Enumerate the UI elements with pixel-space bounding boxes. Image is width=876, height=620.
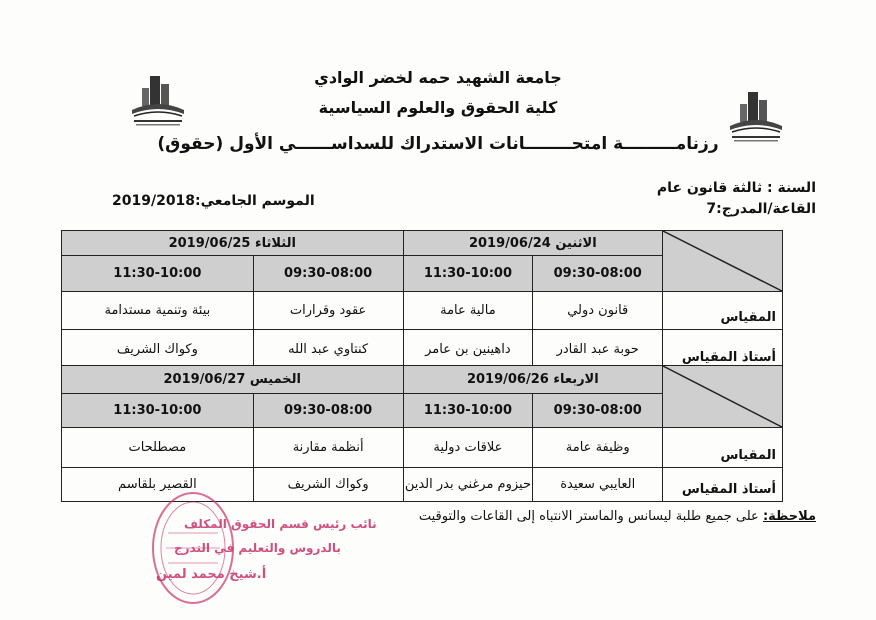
- table-corner: [663, 366, 783, 428]
- row-label-professor: أستاذ المقياس: [663, 330, 783, 370]
- day-header: الاربعاء 2019/06/26: [403, 366, 663, 394]
- time-slot: 09:30-08:00: [253, 256, 403, 292]
- time-slot: 11:30-10:00: [403, 394, 533, 428]
- subject-cell: مالية عامة: [403, 292, 533, 330]
- subject-cell: أنظمة مقارنة: [253, 428, 403, 468]
- day-header: الخميس 2019/06/27: [62, 366, 404, 394]
- professor-cell: حوبة عبد القادر: [533, 330, 663, 370]
- schedule-table-week1: [61, 230, 783, 370]
- time-slot: 09:30-08:00: [533, 256, 663, 292]
- university-name: جامعة الشهيد حمه لخضر الوادي: [314, 68, 562, 87]
- exam-hall: القاعة/المدرج:7: [706, 201, 816, 217]
- signature-stamp-icon: [6, 498, 377, 598]
- subject-cell: عقود وقرارات: [253, 292, 403, 330]
- row-label-subject: المقياس: [663, 428, 783, 468]
- time-slot: 11:30-10:00: [403, 256, 533, 292]
- subject-cell: مصطلحات: [62, 428, 254, 468]
- day-header: الاثنين 2019/06/24: [403, 231, 663, 256]
- subject-cell: علاقات دولية: [403, 428, 533, 468]
- signature-stamp: [6, 498, 377, 598]
- day-header: الثلاثاء 2019/06/25: [62, 231, 404, 256]
- row-label-subject: المقياس: [663, 292, 783, 330]
- professor-cell: داهينين بن عامر: [403, 330, 533, 370]
- schedule-title: رزنامـــــــــة امتحــــــــانات الاستدراك للسداســــــي الأول (حقوق): [157, 134, 719, 154]
- subject-cell: قانون دولي: [533, 292, 663, 330]
- subject-cell: بيئة وتنمية مستدامة: [62, 292, 254, 330]
- stamp-line-1: نائب رئيس قسم الحقوق المكلف: [184, 517, 377, 531]
- schedule-table-week2: [61, 365, 783, 502]
- stamp-line-2: بالدروس والتعليم في التدرج: [174, 541, 341, 555]
- professor-cell: كنتاوي عبد الله: [253, 330, 403, 370]
- note-label: ملاحظة:: [762, 509, 816, 524]
- row-label-professor: أستاذ المقياس: [663, 468, 783, 502]
- professor-cell: وكواك الشريف: [62, 330, 254, 370]
- time-slot: 11:30-10:00: [62, 394, 254, 428]
- academic-season: الموسم الجامعي:2019/2018: [112, 193, 315, 209]
- table-corner: [663, 231, 783, 292]
- time-slot: 09:30-08:00: [533, 394, 663, 428]
- footer-note: [419, 509, 816, 524]
- professor-cell: وكواك الشريف: [253, 468, 403, 502]
- time-slot: 11:30-10:00: [62, 256, 254, 292]
- stamp-line-3: أ.شيخ محمد لمين: [156, 567, 267, 582]
- note-text: على جميع طلبة ليسانس والماستر الانتباه إلى القاعات والتوقيت: [418, 509, 763, 524]
- study-year: السنة : ثالثة قانون عام: [656, 180, 816, 196]
- faculty-name: كلية الحقوق والعلوم السياسية: [318, 98, 558, 117]
- time-slot: 09:30-08:00: [253, 394, 403, 428]
- professor-cell: القصير بلقاسم: [62, 468, 254, 502]
- professor-cell: العايبي سعيدة: [533, 468, 663, 502]
- subject-cell: وظيفة عامة: [533, 428, 663, 468]
- professor-cell: حيزوم مرغني بدر الدين: [403, 468, 533, 502]
